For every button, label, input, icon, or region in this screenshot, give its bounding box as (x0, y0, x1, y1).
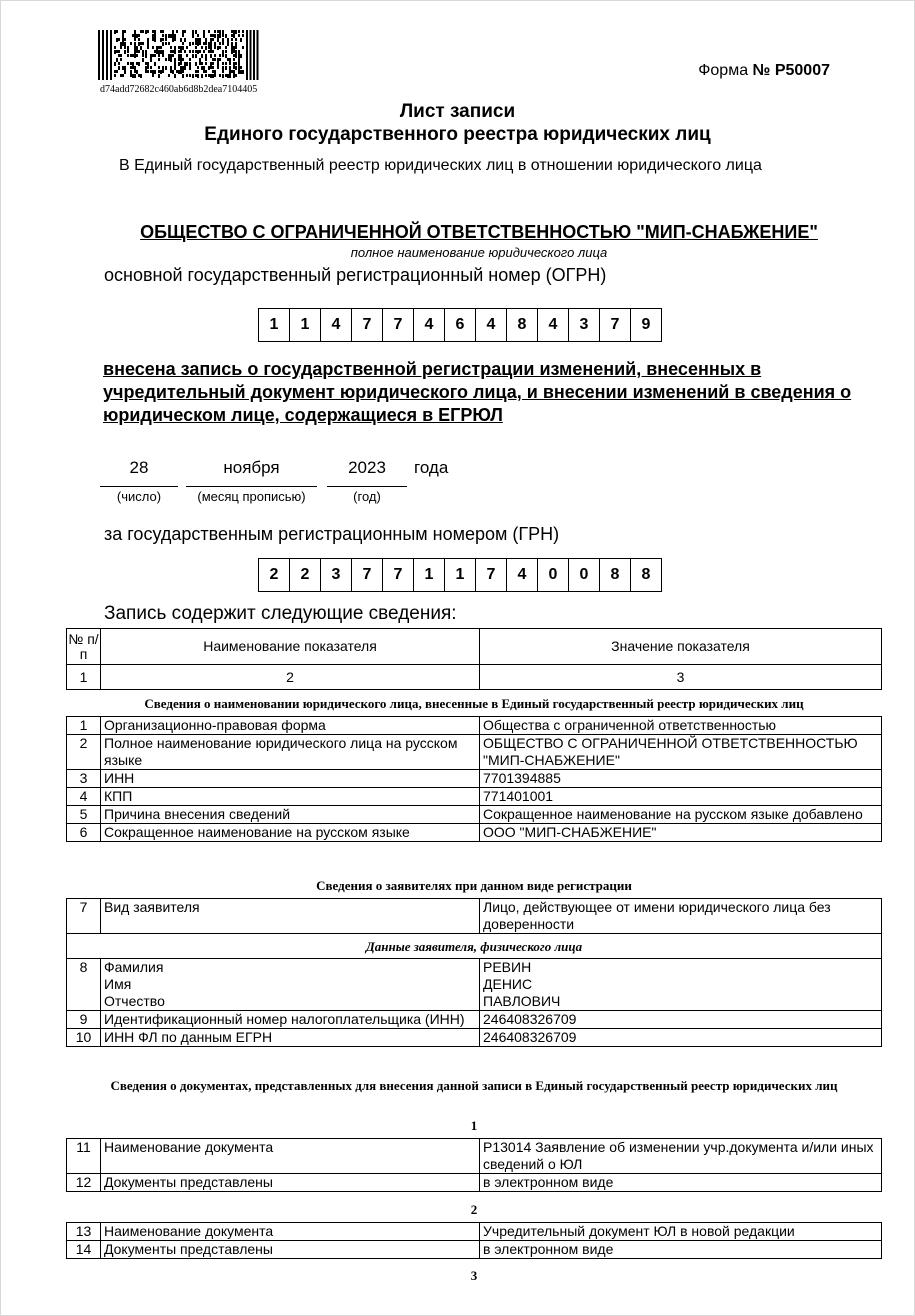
col-value-header: Значение показателя (480, 629, 882, 665)
date-day: 28 (129, 458, 149, 477)
ogrn-digit: 4 (538, 309, 569, 341)
row-number: 2 (67, 735, 101, 770)
table-row (67, 770, 882, 788)
row-value: 771401001 (480, 788, 882, 806)
row-name: ИНН (101, 770, 480, 788)
row-number: 12 (67, 1174, 101, 1192)
applicant-subtitle: Данные заявителя, физического лица (67, 934, 882, 959)
table-row (67, 899, 882, 934)
ogrn-label: основной государственный регистрационный номер (ОГРН) (104, 265, 607, 285)
table-row (67, 1011, 882, 1029)
org-name-caption: полное наименование юридического лица (350, 245, 608, 260)
grn-digit: 8 (600, 559, 631, 591)
col-name-header: Наименование показателя (101, 629, 480, 665)
date-day-caption: (число) (116, 489, 162, 504)
grn-digit: 2 (290, 559, 321, 591)
grn-label: за государственным регистрационным номером (ГРН) (104, 524, 560, 544)
document-1-table (66, 1138, 882, 1192)
ogrn-digit: 8 (507, 309, 538, 341)
table-row (67, 717, 882, 735)
barcode-image (98, 30, 260, 80)
doc-subtitle: Единого государственного реестра юридических лиц (204, 124, 711, 145)
row-number: 7 (67, 899, 101, 934)
row-name: Причина внесения сведений (101, 806, 480, 824)
row-name: ИНН ФЛ по данным ЕГРН (101, 1029, 480, 1047)
table-row (67, 934, 882, 959)
row-value: 246408326709 (480, 1029, 882, 1047)
firstname-label: Имя (104, 976, 132, 992)
document-number-2: 2 (470, 1202, 478, 1217)
barcode-id: d74add72682c460ab6d8b2dea7104405 (100, 84, 258, 95)
table-row (67, 959, 882, 1011)
row-number: 10 (67, 1029, 101, 1047)
surname-label: Фамилия (104, 959, 164, 975)
row-number: 11 (67, 1139, 101, 1174)
table-row (67, 1174, 882, 1192)
ogrn-digit: 4 (414, 309, 445, 341)
document-2-table (66, 1222, 882, 1259)
ogrn-digit: 7 (352, 309, 383, 341)
row-number: 6 (67, 824, 101, 842)
ogrn-digit: 3 (569, 309, 600, 341)
date-year-line (327, 486, 407, 487)
record-statement: внесена запись о государственной регистрации изменений, внесенных в учредительный документ юридического лица, и внесении изменений в сведения о юридическом лице, содержащиеся в ЕГРЮЛ (103, 359, 852, 425)
row-name: Организационно-правовая форма (101, 717, 480, 735)
row-number: 9 (67, 1011, 101, 1029)
row-name: Полное наименование юридического лица на русском языке (101, 735, 480, 770)
grn-digit: 2 (259, 559, 290, 591)
ogrn-digit: 9 (641, 316, 651, 333)
contains-label: Запись содержит следующие сведения: (104, 603, 457, 624)
col-index-3: 3 (480, 665, 882, 690)
org-full-name: ОБЩЕСТВО С ОГРАНИЧЕННОЙ ОТВЕТСТВЕННОСТЬЮ "МИП-СНАБЖЕНИЕ" (140, 222, 818, 242)
ogrn-digits (258, 308, 662, 342)
row-name: Наименование документа (101, 1223, 480, 1241)
section-name-table (66, 716, 882, 842)
row-value (480, 959, 882, 1011)
row-name: Идентификационный номер налогоплательщика (ИНН) (101, 1011, 480, 1029)
grn-digits (258, 558, 662, 592)
row-name: Вид заявителя (101, 899, 480, 934)
table-row (67, 1241, 882, 1259)
grn-digit: 0 (538, 559, 569, 591)
ogrn-digit: 6 (445, 309, 476, 341)
row-name: Документы представлены (101, 1241, 480, 1259)
row-value: 246408326709 (480, 1011, 882, 1029)
row-value: в электронном виде (480, 1241, 882, 1259)
row-value: Учредительный документ ЮЛ в новой редакции (480, 1223, 882, 1241)
table-row (67, 1139, 882, 1174)
table-row (67, 1029, 882, 1047)
row-number: 1 (67, 717, 101, 735)
form-number: Форма № Р50007 (698, 62, 830, 79)
date-month: ноября (223, 458, 280, 477)
section-title-applicants: Сведения о заявителях при данном виде регистрации (316, 878, 632, 893)
row-number: 4 (67, 788, 101, 806)
row-value: Сокращенное наименование на русском языке добавлено (480, 806, 882, 824)
row-name: КПП (101, 788, 480, 806)
table-row (67, 788, 882, 806)
row-value: ОБЩЕСТВО С ОГРАНИЧЕННОЙ ОТВЕТСТВЕННОСТЬЮ "МИП-СНАБЖЕНИЕ" (480, 735, 882, 770)
patronymic-value: ПАВЛОВИЧ (483, 993, 561, 1009)
section-title-documents: Сведения о документах, представленных для внесения данной записи в Единый государственный реестр юридических лиц (110, 1078, 838, 1093)
document-number-1: 1 (470, 1118, 478, 1133)
grn-digit: 8 (641, 566, 651, 583)
row-name (101, 959, 480, 1011)
firstname-value: ДЕНИС (483, 976, 533, 992)
col-number-header: № п/п (67, 629, 101, 665)
date-month-caption: (месяц прописью) (197, 489, 306, 504)
grn-digit: 7 (383, 559, 414, 591)
col-index-1: 1 (67, 665, 101, 690)
row-value: Лицо, действующее от имени юридического лица без доверенности (480, 899, 882, 934)
date-year-caption: (год) (353, 489, 381, 504)
row-name: Сокращенное наименование на русском языке (101, 824, 480, 842)
row-name: Документы представлены (101, 1174, 480, 1192)
row-value: Общества с ограниченной ответственностью (480, 717, 882, 735)
document-number-3: 3 (470, 1268, 478, 1283)
row-name: Наименование документа (101, 1139, 480, 1174)
date-suffix: года (414, 458, 449, 477)
col-index-2: 2 (101, 665, 480, 690)
table-row (67, 1223, 882, 1241)
grn-digit: 0 (569, 559, 600, 591)
table-row (67, 735, 882, 770)
row-value: 7701394885 (480, 770, 882, 788)
grn-digit: 3 (321, 559, 352, 591)
table-row (67, 824, 882, 842)
ogrn-digit: 7 (600, 309, 631, 341)
table-header (66, 628, 882, 690)
grn-digit: 7 (476, 559, 507, 591)
section-applicants-table (66, 898, 882, 1047)
row-number: 3 (67, 770, 101, 788)
date-month-line (186, 486, 317, 487)
ogrn-digit: 4 (476, 309, 507, 341)
row-number: 14 (67, 1241, 101, 1259)
grn-digit: 1 (445, 559, 476, 591)
row-number: 13 (67, 1223, 101, 1241)
row-value: Р13014 Заявление об изменении учр.документа и/или иных сведений о ЮЛ (480, 1139, 882, 1174)
grn-digit: 7 (352, 559, 383, 591)
row-number: 8 (67, 959, 101, 1011)
grn-digit: 4 (507, 559, 538, 591)
intro-text: В Единый государственный реестр юридических лиц в отношении юридического лица (119, 157, 762, 174)
ogrn-digit: 1 (290, 309, 321, 341)
surname-value: РЕВИН (483, 959, 532, 975)
patronymic-label: Отчество (104, 993, 165, 1009)
row-number: 5 (67, 806, 101, 824)
grn-digit: 1 (414, 559, 445, 591)
date-year: 2023 (348, 458, 386, 477)
section-title-name: Сведения о наименовании юридического лица, внесенные в Единый государственный реестр юридических лиц (144, 696, 804, 711)
row-value: в электронном виде (480, 1174, 882, 1192)
ogrn-digit: 4 (321, 309, 352, 341)
doc-title: Лист записи (399, 101, 516, 122)
ogrn-digit: 1 (259, 309, 290, 341)
table-row (67, 806, 882, 824)
ogrn-digit: 7 (383, 309, 414, 341)
date-day-line (100, 486, 178, 487)
row-value: ООО "МИП-СНАБЖЕНИЕ" (480, 824, 882, 842)
